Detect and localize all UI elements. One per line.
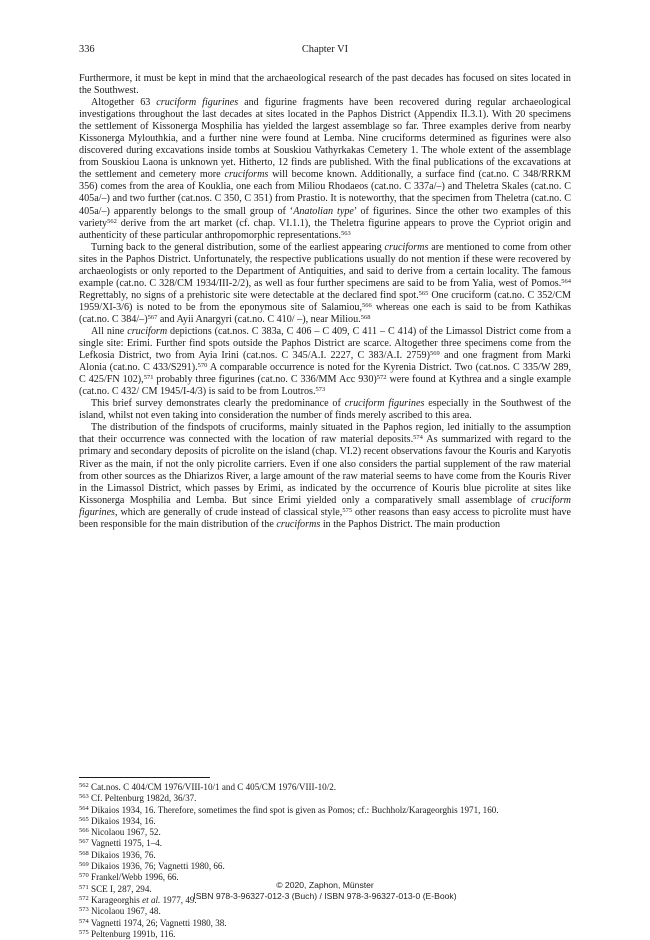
footnote-ref: 571 [143, 373, 154, 381]
footnote-ref: 566 [79, 827, 89, 834]
footnote-ref: 574 [413, 434, 423, 442]
footnote-ref: 573 [315, 386, 326, 394]
text-run: Dikaios 1934, 16. Therefore, sometimes the find spot is given as Pomos; cf.: Buchholz/Karageorghis 1971, 160. [88, 804, 499, 815]
running-title: Chapter VI [301, 44, 349, 55]
italic-text: cruciform figurines [156, 97, 239, 109]
text-run: Dikaios 1936, 76; Vagnetti 1980, 66. [88, 861, 225, 872]
text-run: especially in the Southwest of the island, whilst not even taking into consideration the number of finds merely ascribed to this area. [79, 398, 571, 422]
italic-text: cruciform [127, 325, 168, 337]
text-run: were found at Kythrea and a single example (cat.no. C 432/ CM 1945/I-4/3) is said to be from Loutros. [79, 374, 572, 398]
text-run: depictions (cat.nos. C 383a, C 406 – C 409, C 411 – C 414) of the Limassol District come from a single site: Erimi. Further find spots outside the Paphos District are scarce. Altogether three specimens come from the Lefkosia District, two from Ayia Irini (cat.nos. C 345/A.I. 2227, C 383/A.I. 2759) [79, 325, 571, 362]
footnote-ref: 563 [341, 229, 351, 237]
text-run: Regrettably, no signs of a prehistoric site were detectable at the declared find spot. [79, 289, 419, 301]
text-run: All nine [91, 325, 128, 337]
text-run: Frankel/Webb 1996, 66. [88, 872, 179, 883]
text-run: Nicolaou 1967, 48. [88, 906, 161, 917]
text-run: Vagnetti 1975, 1–4. [88, 838, 163, 849]
italic-text: cruciforms [276, 518, 321, 530]
footnote-ref: 568 [79, 849, 89, 857]
footnote-separator [79, 777, 210, 778]
text-run: Turning back to the general distribution, some of the earliest appearing [91, 241, 385, 253]
page-header [79, 44, 571, 58]
footnote-ref: 569 [430, 349, 440, 357]
text-run: other reasons than easy access to picrolite must have been responsible for the main distribution of the [79, 506, 571, 530]
italic-text: cruciforms [224, 169, 269, 181]
footnote-ref: 575 [342, 506, 353, 514]
text-run: Cf. Peltenburg 1982d, 36/37. [88, 793, 197, 804]
footnote-ref: 562 [79, 781, 89, 789]
page-footer [0, 880, 650, 901]
footnote-ref: 566 [361, 301, 372, 309]
footnote [79, 816, 571, 827]
text-run: Vagnetti 1974, 26; Vagnetti 1980, 38. [88, 917, 227, 928]
paragraph [79, 422, 571, 530]
paragraph [79, 97, 571, 242]
text-run: One cruciform (cat.no. C 352/CM 1959/XI-3/6) is noted to be from the eponymous site of Salamiou, [79, 289, 571, 313]
italic-text: cruciform figurines [79, 494, 571, 518]
text-run: Altogether 63 [91, 97, 157, 109]
text-run: SCE I, 287, 294. [88, 883, 152, 894]
footnote [79, 793, 571, 804]
italic-text: cruciform figurines [344, 398, 425, 410]
text-run: ’ of figurines. Since the other two examples of this variety [79, 205, 571, 229]
footnote-ref: 564 [79, 804, 89, 812]
text-run: in the Paphos District. The main production [320, 518, 501, 530]
footnote-ref: 569 [79, 860, 89, 868]
footnote-ref: 567 [79, 838, 89, 846]
text-run: Dikaios 1936, 76. [88, 849, 156, 860]
paragraph [79, 73, 571, 97]
footnote-ref: 575 [79, 928, 89, 936]
footnote [79, 906, 571, 917]
footnote-ref: 571 [79, 883, 89, 891]
footnote-ref: 562 [107, 217, 117, 225]
footnote [79, 861, 571, 872]
footnote [79, 929, 571, 940]
text-run: are mentioned to come from other sites in the Paphos District. Unfortunately, the respective publications usually do not mention if these were recovered by archaeologists or only reported to the Department of Antiquities, and said to derive from a certain locality. The famous example (cat.no. C 328/CM 1934/III-2/2), as well as four further specimens are said to be from Yalia, west of Pomos. [79, 241, 571, 289]
footnote [79, 918, 571, 929]
footnote [79, 782, 571, 793]
footnote [79, 838, 571, 849]
footnote-ref: 573 [79, 906, 89, 914]
text-run: and figurine fragments have been recovered during regular archaeological investigations throughout the last decades at sites located in the Paphos District (Appendix II.3.1). With 20 specimens the settlement of Kissonerga Mosphilia has yielded the largest assemblage so far. Three examples derive from nearby Kissonerga Mylouthkia, and a further nine were found at Lemba. Nine cruciforms determined as figurines were also discovered during excavations inside tombs at Souskiou Vathyrkakas Cemetery 1. The whole extent of the assemblage from Souskiou Laona is unknown yet. Hitherto, 12 finds are published. With the final publications of the excavations at the settlement and cemetery more [79, 97, 571, 181]
text-run: Cat.nos. C 404/CM 1976/VIII-10/1 and C 405/CM 1976/VIII-10/2. [88, 782, 337, 792]
footnote-ref: 574 [79, 917, 89, 925]
body-text [79, 73, 571, 531]
paragraph [79, 242, 571, 326]
italic-text: Anatolian type [293, 205, 354, 217]
italic-text: cruciforms [384, 241, 429, 253]
text-run: , which are generally of crude instead of classical style, [115, 506, 343, 518]
text-run: Peltenburg 1991b, 116. [88, 928, 176, 939]
paragraph [79, 398, 571, 422]
footnote-ref: 570 [197, 361, 208, 369]
footnote [79, 850, 571, 861]
footnote-ref: 563 [79, 793, 89, 801]
footnote-ref: 572 [376, 373, 387, 381]
text-run: 1977, 49. [160, 894, 197, 905]
footnote-ref: 570 [79, 872, 89, 880]
paragraph [79, 326, 571, 398]
copyright-line: © 2020, Zaphon, Münster [276, 880, 374, 890]
text-run: Karageorghis [88, 894, 143, 905]
text-run: and Ayii Anargyri (cat.no. C 410/ –), near Miliou. [157, 313, 361, 325]
isbn-line: ISBN 978-3-96327-012-3 (Buch) / ISBN 978-3-96327-013-0 (E-Book) [193, 890, 457, 901]
italic-text: et al. [142, 894, 161, 905]
footnote-ref: 565 [418, 289, 429, 297]
text-run: derive from the art market (cf. chap. VI.1.1), the Theletra figurine appears to prove the Cypriot origin and authenticity of these particular anthropomorphic representations. [79, 217, 571, 241]
footnote [79, 805, 571, 816]
text-run: and one fragment from Marki Alonia (cat.no. C 433/S291). [79, 350, 571, 374]
footnote-ref: 568 [360, 313, 371, 321]
footnote-ref: 564 [561, 277, 571, 285]
page-number: 336 [79, 44, 95, 55]
text-run: whereas one each is said to be from Kathikas (cat.no. C 384/–) [79, 301, 572, 325]
footnote [79, 827, 571, 838]
text-run: Dikaios 1934, 16. [88, 815, 156, 826]
text-run: As summarized with regard to the primary and secondary deposits of picrolite on the island (chap. VI.2) recent observations favour the Kouris and Karyotis River as the main, if not the only picrolite carriers. Even if one also considers the partial supplement of the raw material from other sources as the Dhiarizos River, a large amount of the raw material seems to have come from the Kouris River in the Limassol District, which passes by Erimi, as indicated by the occurrence of Kouris blue picrolite at sites like Kissonerga Mosphilia and Lemba. But since Erimi yielded only a comparatively small assemblage of [79, 434, 571, 506]
text-run: probably three figurines (cat.no. C 336/MM Acc 930) [153, 374, 377, 386]
text-run: This brief survey demonstrates clearly the predominance of [91, 398, 345, 410]
footnote-ref: 565 [79, 815, 89, 823]
footnote-ref: 572 [79, 894, 89, 902]
footnotes [79, 782, 571, 940]
footnote-ref: 567 [147, 313, 158, 321]
text-run: Furthermore, it must be kept in mind that the archaeological research of the past decades has focused on sites located in the Southwest. [79, 73, 571, 97]
text-run: Nicolaou 1967, 52. [88, 827, 161, 838]
text-run: A comparable occurrence is noted for the Kyrenia District. Two (cat.nos. C 335/W 289, C 425/FN 102), [79, 362, 571, 386]
text-run: The distribution of the findspots of cruciforms, mainly situated in the Paphos region, led initially to the assumption that their occurrence was connected with the location of raw material deposits. [79, 422, 571, 446]
text-run: will become known. Additionally, a surface find (cat.no. C 348/RRKM 356) comes from the area of Kouklia, one each from Miliou Rhodaeos (cat.no. C 337a/–) and Theletra Skales (cat.no. C 405a/–) and two further (cat.nos. C 350, C 351) from Prastio. It is noteworthy, that the specimen from Theletra (cat.no. C 405a/–) apparently belongs to the small group of ‘ [79, 169, 571, 217]
